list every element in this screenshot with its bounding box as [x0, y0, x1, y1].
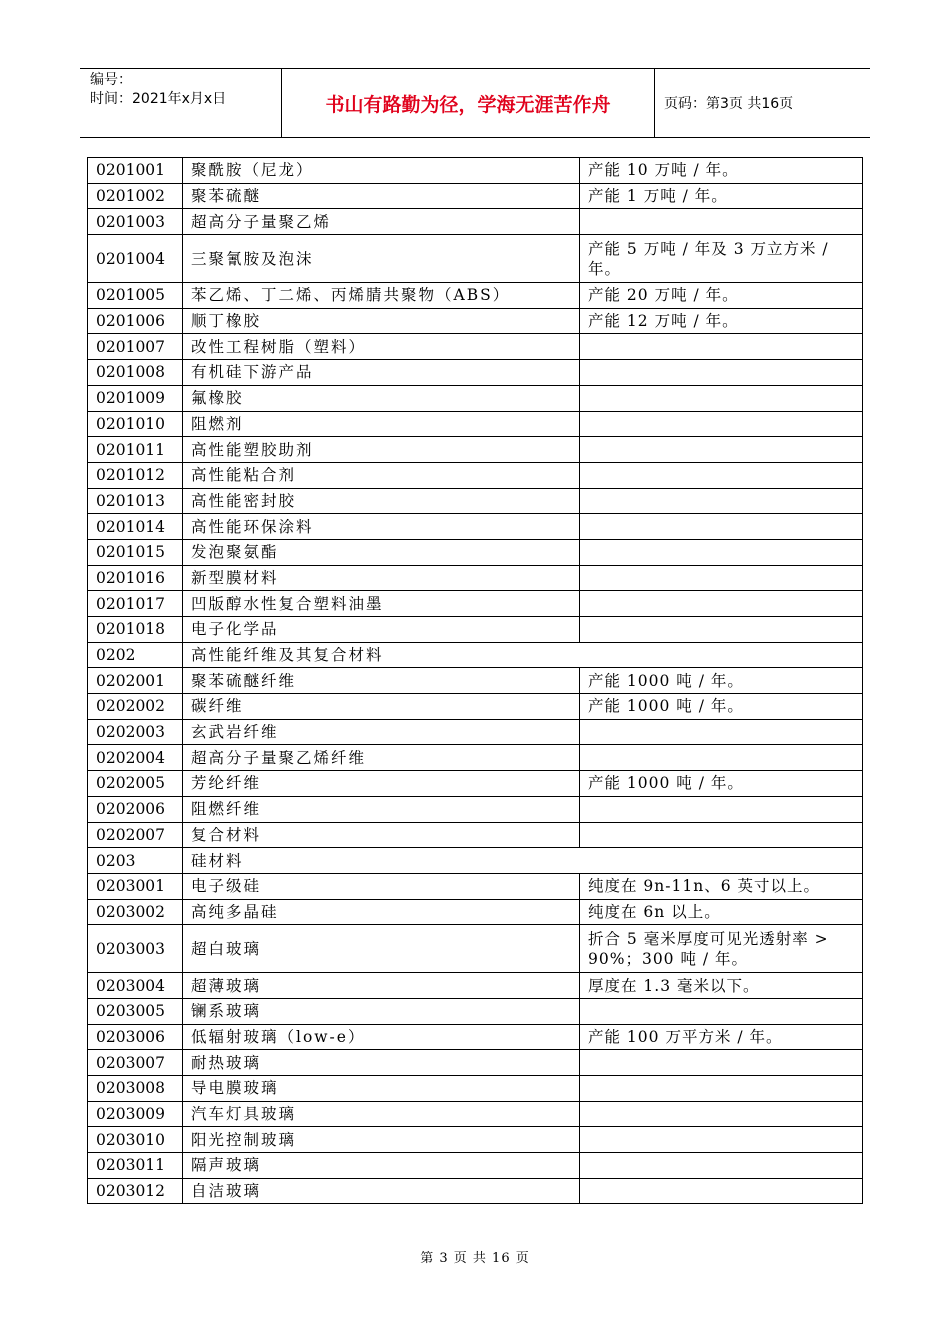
row-note: 产能 1000 吨 / 年。 [580, 668, 863, 694]
row-name: 改性工程树脂（塑料） [183, 334, 580, 360]
row-name: 阻燃剂 [183, 411, 580, 437]
row-note [580, 462, 863, 488]
table-row [88, 462, 863, 488]
row-name: 电子级硅 [183, 873, 580, 899]
row-code: 0203007 [88, 1050, 183, 1076]
table-section-row [88, 848, 863, 874]
row-note [580, 1076, 863, 1102]
row-note [580, 209, 863, 235]
row-name: 凹版醇水性复合塑料油墨 [183, 591, 580, 617]
row-note: 折合 5 毫米厚度可见光透射率 > 90%；300 吨 / 年。 [580, 925, 863, 973]
row-code: 0201005 [88, 283, 183, 309]
row-note [580, 1178, 863, 1204]
row-name: 高性能粘合剂 [183, 462, 580, 488]
row-name: 氟橡胶 [183, 385, 580, 411]
row-note [580, 1127, 863, 1153]
row-note [580, 617, 863, 643]
row-note [580, 1050, 863, 1076]
table-row [88, 899, 863, 925]
row-name: 顺丁橡胶 [183, 308, 580, 334]
row-code: 0201003 [88, 209, 183, 235]
row-name: 高性能密封胶 [183, 488, 580, 514]
row-note [580, 539, 863, 565]
document-number-label: 编号： [90, 72, 132, 88]
table-row [88, 158, 863, 184]
row-code: 0203004 [88, 973, 183, 999]
row-name: 阳光控制玻璃 [183, 1127, 580, 1153]
table-row [88, 565, 863, 591]
table-row [88, 209, 863, 235]
row-name: 玄武岩纤维 [183, 719, 580, 745]
row-code: 0201017 [88, 591, 183, 617]
table-row [88, 822, 863, 848]
table-row [88, 1178, 863, 1204]
row-note [580, 796, 863, 822]
table-row [88, 617, 863, 643]
table-row [88, 360, 863, 386]
row-name: 耐热玻璃 [183, 1050, 580, 1076]
row-note: 纯度在 6n 以上。 [580, 899, 863, 925]
table-row [88, 1024, 863, 1050]
table-row [88, 283, 863, 309]
row-note [580, 437, 863, 463]
row-note [580, 565, 863, 591]
row-code: 0201015 [88, 539, 183, 565]
row-code: 0203003 [88, 925, 183, 973]
row-note: 纯度在 9n-11n、6 英寸以上。 [580, 873, 863, 899]
row-code: 0201004 [88, 235, 183, 283]
row-note [580, 1101, 863, 1127]
row-code: 0202002 [88, 694, 183, 720]
table-row [88, 1153, 863, 1179]
row-name: 镧系玻璃 [183, 998, 580, 1024]
row-name: 三聚氰胺及泡沫 [183, 235, 580, 283]
row-name: 导电膜玻璃 [183, 1076, 580, 1102]
row-name: 低辐射玻璃（low-e） [183, 1024, 580, 1050]
table-row [88, 925, 863, 973]
row-code: 0201012 [88, 462, 183, 488]
row-note [580, 719, 863, 745]
row-note [580, 334, 863, 360]
row-note: 产能 1 万吨 / 年。 [580, 183, 863, 209]
row-name: 有机硅下游产品 [183, 360, 580, 386]
table-row [88, 873, 863, 899]
row-code: 0201010 [88, 411, 183, 437]
row-name: 阻燃纤维 [183, 796, 580, 822]
row-name: 发泡聚氨酯 [183, 539, 580, 565]
row-code: 0203002 [88, 899, 183, 925]
row-note [580, 822, 863, 848]
table-row [88, 334, 863, 360]
table-row [88, 488, 863, 514]
row-code: 0203012 [88, 1178, 183, 1204]
row-name: 汽车灯具玻璃 [183, 1101, 580, 1127]
row-name: 苯乙烯、丁二烯、丙烯腈共聚物（ABS） [183, 283, 580, 309]
row-note [580, 411, 863, 437]
row-code: 0202007 [88, 822, 183, 848]
row-name: 电子化学品 [183, 617, 580, 643]
row-note [580, 745, 863, 771]
row-note [580, 360, 863, 386]
row-name: 超高分子量聚乙烯 [183, 209, 580, 235]
row-note: 产能 1000 吨 / 年。 [580, 771, 863, 797]
table-row [88, 591, 863, 617]
table-row [88, 411, 863, 437]
table-row [88, 183, 863, 209]
row-note: 产能 10 万吨 / 年。 [580, 158, 863, 184]
row-name: 超高分子量聚乙烯纤维 [183, 745, 580, 771]
row-note: 产能 100 万平方米 / 年。 [580, 1024, 863, 1050]
row-name: 硅材料 [183, 848, 863, 874]
row-name: 隔声玻璃 [183, 1153, 580, 1179]
header-page-info: 页码：第3页 共16页 [664, 96, 794, 112]
row-note: 产能 5 万吨 / 年及 3 万立方米 / 年。 [580, 235, 863, 283]
row-code: 0202003 [88, 719, 183, 745]
row-note: 产能 1000 吨 / 年。 [580, 694, 863, 720]
row-code: 0201016 [88, 565, 183, 591]
row-code: 0202 [88, 642, 183, 668]
row-name: 自洁玻璃 [183, 1178, 580, 1204]
table-row [88, 1101, 863, 1127]
row-name: 复合材料 [183, 822, 580, 848]
row-note [580, 385, 863, 411]
row-code: 0203011 [88, 1153, 183, 1179]
row-code: 0202006 [88, 796, 183, 822]
catalog-table-body [88, 158, 863, 1204]
row-code: 0201013 [88, 488, 183, 514]
row-name: 高纯多晶硅 [183, 899, 580, 925]
row-name: 芳纶纤维 [183, 771, 580, 797]
row-code: 0203008 [88, 1076, 183, 1102]
row-code: 0203001 [88, 873, 183, 899]
table-row [88, 514, 863, 540]
row-code: 0203006 [88, 1024, 183, 1050]
row-code: 0201008 [88, 360, 183, 386]
document-time-label: 时间：2021年x月x日 [90, 91, 227, 107]
table-row [88, 437, 863, 463]
table-row [88, 385, 863, 411]
table-row [88, 998, 863, 1024]
table-row [88, 539, 863, 565]
row-code: 0201014 [88, 514, 183, 540]
row-note [580, 591, 863, 617]
row-name: 超白玻璃 [183, 925, 580, 973]
row-note [580, 514, 863, 540]
row-name: 高性能纤维及其复合材料 [183, 642, 863, 668]
table-row [88, 719, 863, 745]
header-meta [80, 69, 282, 137]
table-row [88, 235, 863, 283]
row-code: 0203005 [88, 998, 183, 1024]
row-note [580, 998, 863, 1024]
row-code: 0202005 [88, 771, 183, 797]
row-name: 超薄玻璃 [183, 973, 580, 999]
page-footer: 第 3 页 共 16 页 [420, 1251, 530, 1266]
table-row [88, 1127, 863, 1153]
table-row [88, 745, 863, 771]
table-row [88, 694, 863, 720]
row-name: 聚酰胺（尼龙） [183, 158, 580, 184]
catalog-table [87, 157, 863, 1204]
row-note: 产能 12 万吨 / 年。 [580, 308, 863, 334]
row-code: 0202004 [88, 745, 183, 771]
table-row [88, 668, 863, 694]
table-row [88, 1076, 863, 1102]
header-motto: 书山有路勤为径，学海无涯苦作舟 [282, 69, 655, 137]
table-row [88, 1050, 863, 1076]
table-row [88, 771, 863, 797]
row-code: 0201006 [88, 308, 183, 334]
row-code: 0201001 [88, 158, 183, 184]
row-note: 产能 20 万吨 / 年。 [580, 283, 863, 309]
row-code: 0201011 [88, 437, 183, 463]
row-name: 碳纤维 [183, 694, 580, 720]
row-name: 聚苯硫醚 [183, 183, 580, 209]
row-name: 新型膜材料 [183, 565, 580, 591]
row-name: 聚苯硫醚纤维 [183, 668, 580, 694]
row-code: 0201018 [88, 617, 183, 643]
row-code: 0203010 [88, 1127, 183, 1153]
row-code: 0203009 [88, 1101, 183, 1127]
table-row [88, 308, 863, 334]
table-row [88, 973, 863, 999]
table-row [88, 796, 863, 822]
row-code: 0201009 [88, 385, 183, 411]
row-name: 高性能环保涂料 [183, 514, 580, 540]
page-header [80, 68, 870, 138]
row-code: 0203 [88, 848, 183, 874]
table-section-row [88, 642, 863, 668]
row-code: 0202001 [88, 668, 183, 694]
row-code: 0201007 [88, 334, 183, 360]
row-name: 高性能塑胶助剂 [183, 437, 580, 463]
row-note [580, 1153, 863, 1179]
row-note [580, 488, 863, 514]
row-code: 0201002 [88, 183, 183, 209]
row-note: 厚度在 1.3 毫米以下。 [580, 973, 863, 999]
